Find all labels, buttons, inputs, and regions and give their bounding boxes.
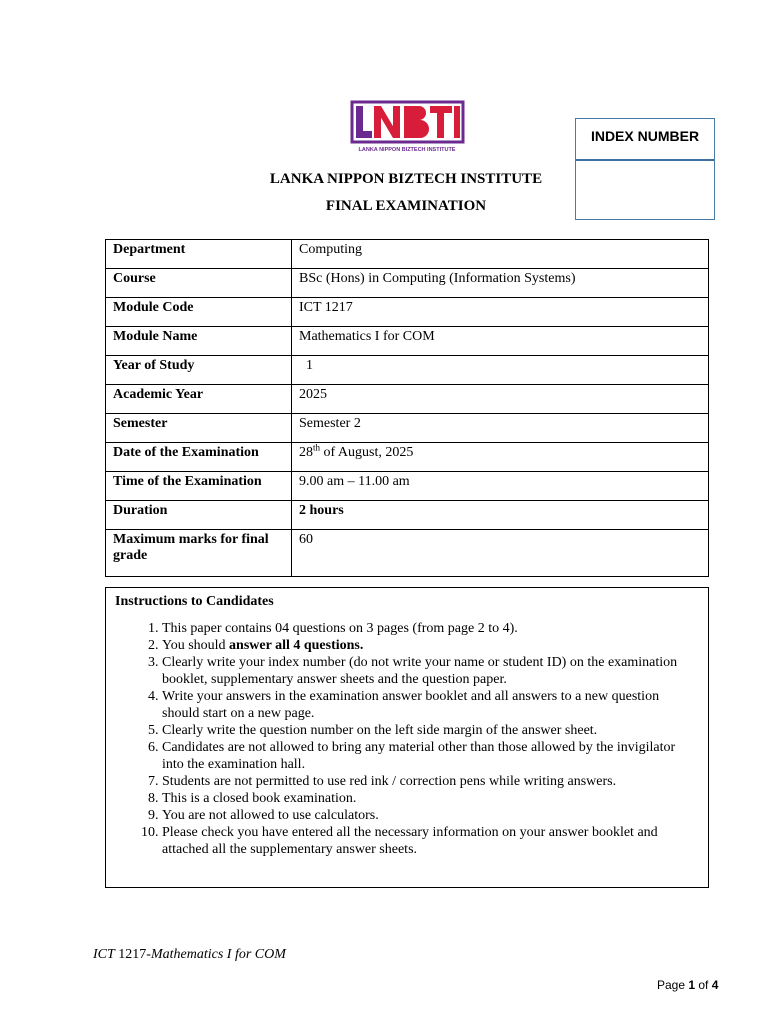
footer-module-code: ICT	[93, 947, 115, 962]
footer-module-number: 1217	[114, 947, 147, 962]
list-item: 9. You are not allowed to use calculators.	[162, 807, 694, 824]
instructions-heading: Instructions to Candidates	[115, 594, 274, 609]
page-total: 4	[711, 978, 719, 992]
exam-info-table	[105, 239, 709, 577]
table-row	[106, 414, 709, 443]
table-row	[106, 356, 709, 385]
row-value: Mathematics I for COM	[292, 327, 709, 356]
page-of: of	[695, 978, 712, 992]
lnbti-logo-icon	[350, 100, 465, 156]
instructions-list	[106, 620, 694, 858]
row-label: Date of the Examination	[106, 443, 292, 472]
table-row	[106, 327, 709, 356]
exam-date-rest: of August, 2025	[320, 445, 414, 460]
row-value	[292, 356, 709, 385]
instruction-text: You should	[162, 638, 230, 653]
exam-title: FINAL EXAMINATION	[325, 198, 487, 214]
list-item: 5. Clearly write the question number on the left side margin of the answer sheet.	[162, 722, 694, 739]
list-item	[162, 637, 694, 654]
row-label: Department	[106, 240, 292, 269]
row-value: 9.00 am – 11.00 am	[292, 472, 709, 501]
row-label: Maximum marks for final grade	[106, 530, 292, 577]
row-value: 2 hours	[292, 501, 709, 530]
year-of-study-value: 1	[306, 358, 313, 373]
table-row	[106, 530, 709, 577]
page-word: Page	[657, 978, 689, 992]
row-value: Semester 2	[292, 414, 709, 443]
logo-caption: LANKA NIPPON BIZTECH INSTITUTE	[358, 147, 456, 153]
instruction-bold-text: answer all 4 questions.	[229, 638, 364, 653]
table-row	[106, 298, 709, 327]
exam-date-day: 28	[299, 445, 313, 460]
table-row	[106, 443, 709, 472]
list-item: 10. Please check you have entered all the necessary information on your answer booklet and attached all the supplementary answer sheets.	[162, 824, 694, 858]
table-row	[106, 269, 709, 298]
row-label: Module Name	[106, 327, 292, 356]
footer-module	[93, 947, 286, 963]
list-item: 1. This paper contains 04 questions on 3 pages (from page 2 to 4).	[162, 620, 694, 637]
list-item: 3. Clearly write your index number (do not write your name or student ID) on the examination booklet, supplementary answer sheets and the question paper.	[162, 654, 694, 688]
institute-logo	[350, 100, 465, 156]
institute-name: LANKA NIPPON BIZTECH INSTITUTE	[269, 171, 543, 187]
footer-module-name: -Mathematics I for COM	[146, 947, 286, 962]
exam-date-suffix: th	[313, 442, 321, 453]
row-label: Module Code	[106, 298, 292, 327]
instructions-box	[105, 587, 709, 888]
table-row	[106, 240, 709, 269]
table-row	[106, 472, 709, 501]
row-value: ICT 1217	[292, 298, 709, 327]
list-item: 8. This is a closed book examination.	[162, 790, 694, 807]
row-value: Computing	[292, 240, 709, 269]
table-row	[106, 501, 709, 530]
table-row	[106, 385, 709, 414]
row-value: BSc (Hons) in Computing (Information Systems)	[292, 269, 709, 298]
row-label: Year of Study	[106, 356, 292, 385]
index-number-label: INDEX NUMBER	[576, 119, 714, 161]
row-value	[292, 443, 709, 472]
page-number	[657, 978, 718, 992]
row-label: Duration	[106, 501, 292, 530]
row-value: 2025	[292, 385, 709, 414]
list-item: 6. Candidates are not allowed to bring any material other than those allowed by the invigilator into the examination hall.	[162, 739, 694, 773]
row-label: Time of the Examination	[106, 472, 292, 501]
list-item: 7. Students are not permitted to use red ink / correction pens while writing answers.	[162, 773, 694, 790]
row-label: Course	[106, 269, 292, 298]
row-value: 60	[292, 530, 709, 577]
row-label: Academic Year	[106, 385, 292, 414]
page-current: 1	[688, 978, 696, 992]
list-item: 4. Write your answers in the examination answer booklet and all answers to a new question should start on a new page.	[162, 688, 694, 722]
row-label: Semester	[106, 414, 292, 443]
